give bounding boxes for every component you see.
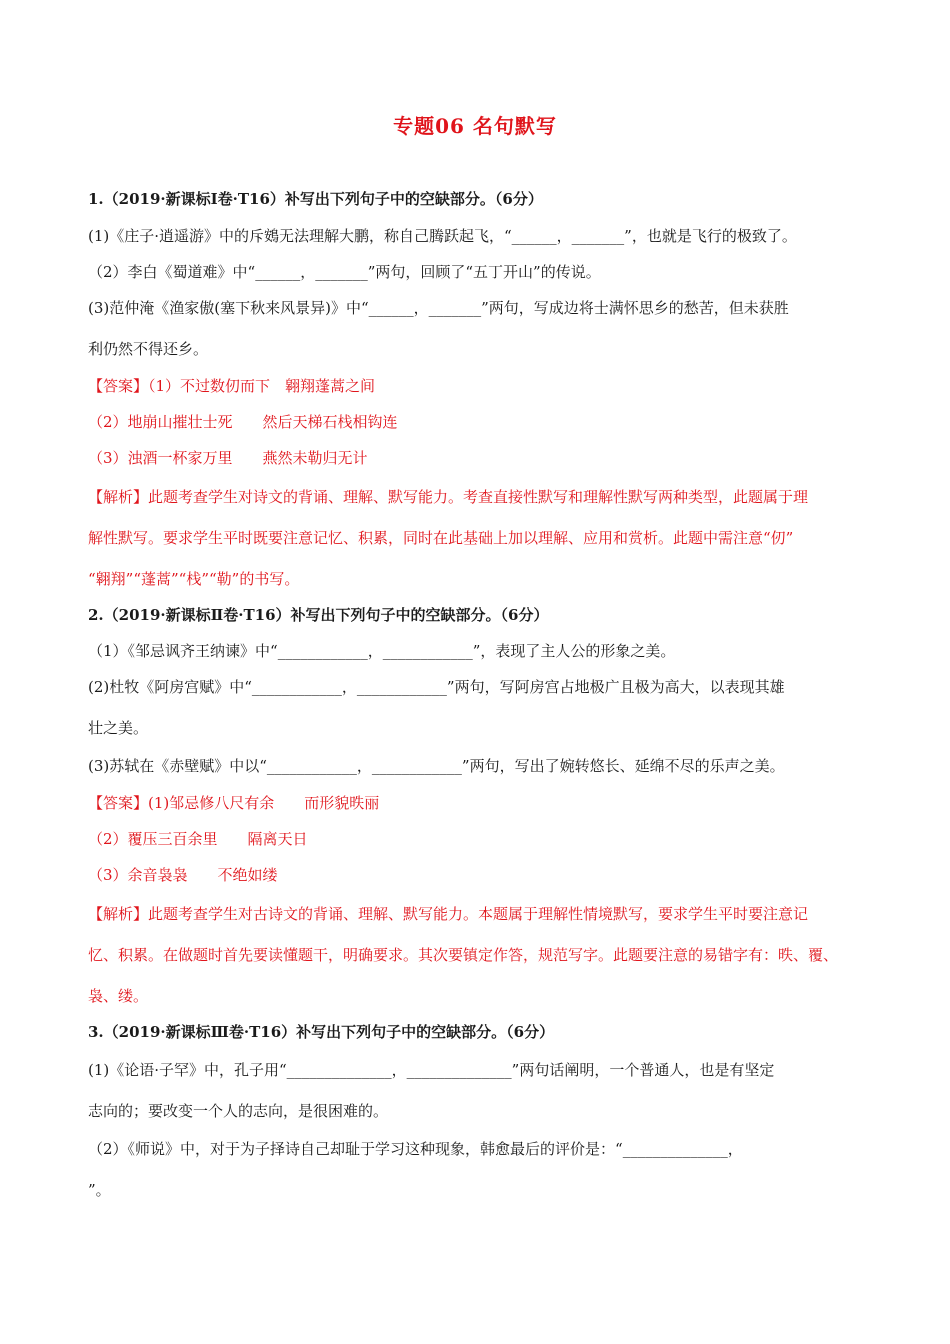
question-2-part-2: (2)杜牧《阿房宫赋》中“____________，____________”两句，写阿房宫占地极广且极为高大，以表现其雄 (88, 678, 785, 696)
answer-1-line-1: 【答案】（1）不过数仞而下 翱翔蓬蒿之间 (88, 377, 376, 395)
page-title: 专题06 名句默写 (393, 114, 557, 138)
answer-1-line-3: （3）浊酒一杯家万里 燕然未勒归无计 (88, 449, 368, 467)
question-1-part-1: (1)《庄子·逍遥游》中的斥鴳无法理解大鹏，称自己腾跃起飞，“______，_______”，也就是飞行的极致了。 (88, 227, 797, 245)
question-2-part-2-cont: 壮之美。 (88, 719, 149, 737)
question-1-part-2: （2）李白《蜀道难》中“______，_______”两句，回顾了“五丁开山”的传说。 (88, 263, 601, 281)
question-2-header: 2.（2019·新课标Ⅱ卷·T16）补写出下列句子中的空缺部分。（6分） (88, 606, 549, 624)
answer-2-line-3: （3）余音袅袅 不绝如缕 (88, 866, 278, 884)
question-3-header: 3.（2019·新课标Ⅲ卷·T16）补写出下列句子中的空缺部分。（6分） (88, 1023, 555, 1041)
question-3-part-1: (1)《论语·子罕》中，孔子用“______________，______________”两句话阐明，一个普通人，也是有坚定 (88, 1061, 775, 1079)
question-3-part-2-cont: ”。 (88, 1181, 111, 1199)
question-2-part-1: （1）《邹忌讽齐王纳谏》中“____________，____________”，表现了主人公的形象之美。 (88, 642, 676, 660)
question-3-part-1-cont: 志向的；要改变一个人的志向，是很困难的。 (88, 1102, 389, 1120)
analysis-2-line-1: 【解析】此题考查学生对古诗文的背诵、理解、默写能力。本题属于理解性情境默写，要求学生平时要注意记 (88, 905, 809, 923)
analysis-2-line-3: 袅、缕。 (88, 987, 149, 1005)
analysis-1-line-2: 解性默写。要求学生平时既要注意记忆、积累，同时在此基础上加以理解、应用和赏析。此题中需注意“仞” (88, 529, 794, 547)
analysis-2-line-2: 忆、积累。在做题时首先要读懂题干，明确要求。其次要镇定作答，规范写字。此题要注意的易错字有：昳、覆、 (88, 946, 839, 964)
question-1-part-3-cont: 利仍然不得还乡。 (88, 340, 209, 358)
question-1-header: 1.（2019·新课标Ⅰ卷·T16）补写出下列句子中的空缺部分。（6分） (88, 190, 543, 208)
analysis-1-line-3: “翱翔”“蓬蒿”“栈”“勒”的书写。 (88, 570, 300, 588)
analysis-1-line-1: 【解析】此题考查学生对诗文的背诵、理解、默写能力。考查直接性默写和理解性默写两种类型，此题属于理 (88, 488, 809, 506)
question-3-part-2: （2）《师说》中，对于为子择诗自己却耻于学习这种现象，韩愈最后的评价是：“______________， (88, 1140, 743, 1158)
answer-1-line-2: （2）地崩山摧壮士死 然后天梯石栈相钩连 (88, 413, 398, 431)
question-2-part-3: (3)苏轼在《赤壁赋》中以“____________，____________”两句，写出了婉转悠长、延绵不尽的乐声之美。 (88, 757, 785, 775)
answer-2-line-1: 【答案】(1)邹忌修八尺有余 而形貌昳丽 (88, 794, 380, 812)
answer-2-line-2: （2）覆压三百余里 隔离天日 (88, 830, 308, 848)
question-1-part-3: (3)范仲淹《渔家傲(塞下秋来风景异)》中“______，_______”两句，写成边将士满怀思乡的愁苦，但未获胜 (88, 299, 789, 317)
